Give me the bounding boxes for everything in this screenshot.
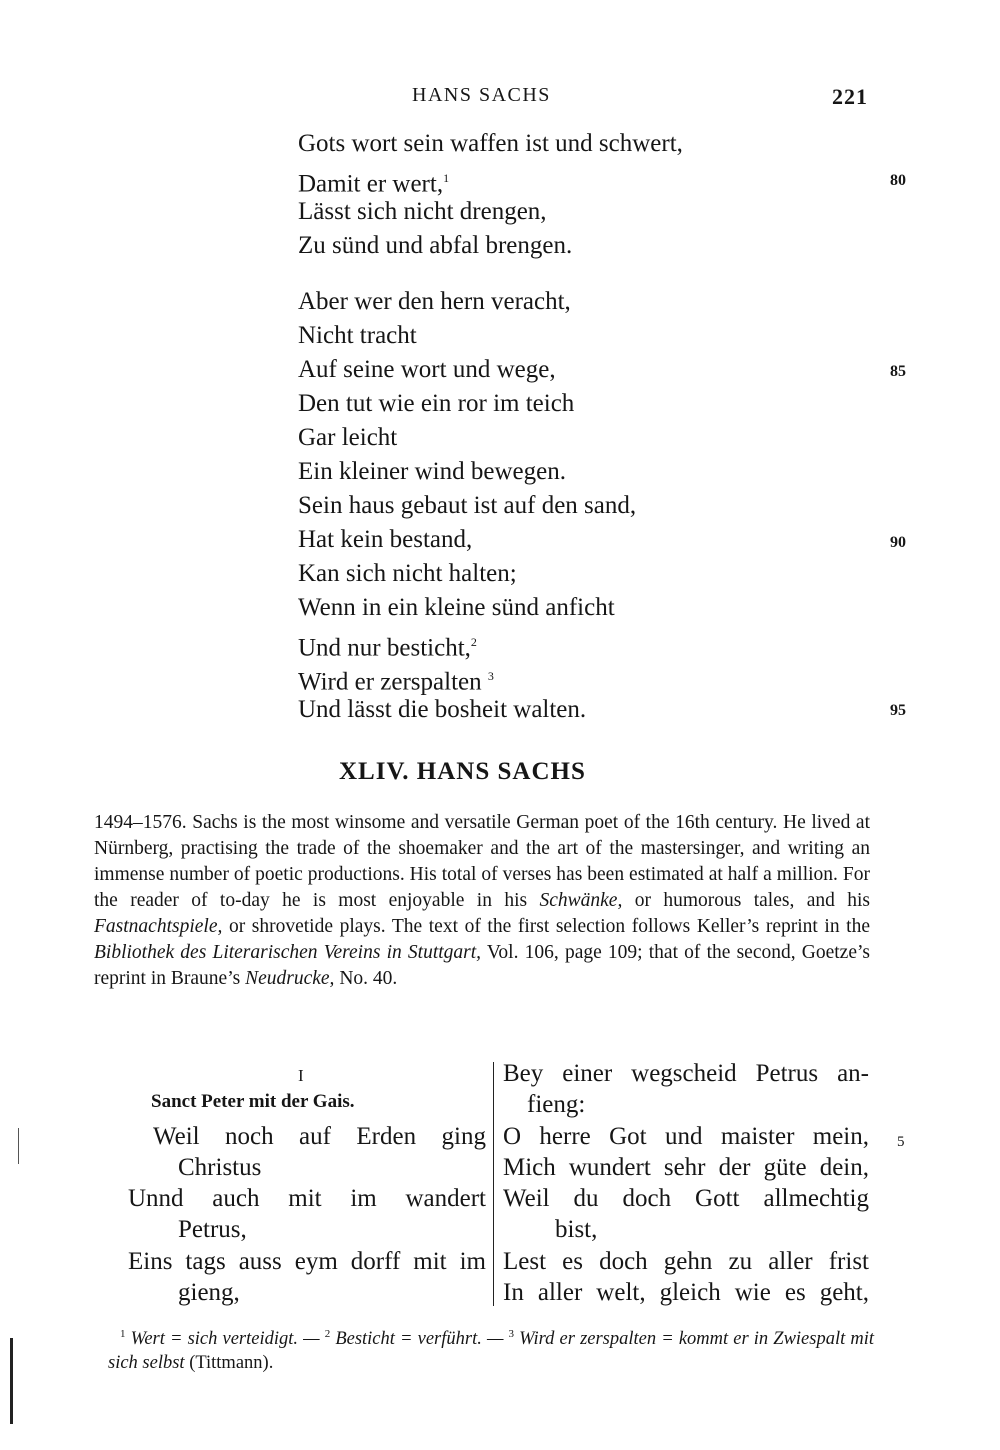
line-number: 5 bbox=[897, 1134, 905, 1150]
poem-line: Sein haus gebaut ist auf den sand, bbox=[298, 492, 637, 519]
selection-right-line: Lest es doch gehn zu aller frist bbox=[503, 1248, 869, 1275]
selection-left-line: gieng, bbox=[178, 1279, 240, 1306]
line-number: 95 bbox=[890, 702, 906, 719]
column-divider bbox=[493, 1062, 494, 1306]
poem-line: Ein kleiner wind bewegen. bbox=[298, 458, 566, 485]
selection-number: I bbox=[298, 1066, 304, 1085]
poem-line: Wenn in ein kleine sünd anficht bbox=[298, 594, 615, 621]
footnote-marker: 3 bbox=[487, 669, 494, 683]
selection-left-line: Weil noch auf Erden ging bbox=[153, 1123, 486, 1150]
poem-line: Gar leicht bbox=[298, 424, 398, 451]
poem-line: Und lässt die bosheit walten. bbox=[298, 696, 587, 723]
selection-right-line: Bey einer wegscheid Petrus an- bbox=[503, 1060, 869, 1087]
poem-line: Nicht tracht bbox=[298, 322, 417, 349]
selection-right-line: In aller welt, gleich wie es geht, bbox=[503, 1279, 869, 1306]
poem-line: Den tut wie ein ror im teich bbox=[298, 390, 575, 417]
poem-line: Lässt sich nicht drengen, bbox=[298, 198, 547, 225]
page-number: 221 bbox=[832, 84, 868, 109]
selection-left-line: Unnd auch mit im wandert bbox=[128, 1185, 486, 1212]
running-title: HANS SACHS bbox=[412, 84, 551, 106]
selection-right-line: Mich wundert sehr der güte dein, bbox=[503, 1154, 869, 1181]
poem-line: Damit er wert,$^1$ bbox=[298, 170, 450, 198]
poem-line: Hat kein bestand, bbox=[298, 526, 473, 553]
poem-line: Zu sünd und abfal brengen. bbox=[298, 232, 573, 259]
selection-right-line: Weil du doch Gott allmechtig bbox=[503, 1185, 869, 1212]
selection-right-line: fieng: bbox=[527, 1091, 586, 1118]
selection-left-line: Petrus, bbox=[178, 1216, 247, 1243]
line-number: 85 bbox=[890, 363, 906, 380]
section-title: XLIV. HANS SACHS bbox=[339, 758, 586, 785]
selection-title: Sanct Peter mit der Gais. bbox=[151, 1091, 355, 1112]
line-number: 80 bbox=[890, 172, 906, 189]
selection-right-line: O herre Got und maister mein, bbox=[503, 1123, 869, 1150]
scan-edge-mark bbox=[18, 1128, 19, 1164]
poem-line: Wird er zerspalten $^3$ bbox=[298, 668, 494, 696]
poem-line: Auf seine wort und wege, bbox=[298, 356, 556, 383]
footnote-marker: 1 bbox=[443, 171, 450, 185]
poem-line: Und nur besticht,$^2$ bbox=[298, 634, 477, 662]
poem-line: Gots wort sein waffen ist und schwert, bbox=[298, 130, 683, 157]
selection-left-line: Eins tags auss eym dorff mit im bbox=[128, 1248, 486, 1275]
scan-edge-mark bbox=[10, 1338, 13, 1424]
selection-left-line: Christus bbox=[178, 1154, 262, 1181]
selection-right-line: bist, bbox=[555, 1216, 598, 1243]
footnote-marker: 2 bbox=[470, 635, 477, 649]
poem-line: Aber wer den hern veracht, bbox=[298, 288, 571, 315]
line-number: 90 bbox=[890, 534, 906, 551]
intro-paragraph: 1494–1576. Sachs is the most winsome and versatile German poet of the 16th century. He lived at Nürnberg, practising the trade of the shoemaker and the art of the mastersinger, and writing an immense number of poetic productions. His total of verses has been estimated at half a million. For the reader of to-day he is most enjoyable in his Schwänke, or humorous tales, and his Fastnachtspiele, or shrovetide plays. The text of the first selection follows Keller’s reprint in the Bibliothek des Literarischen Vereins in Stuttgart, Vol. 106, page 109; that of the second, Goetze’s reprint in Braune’s Neudrucke, No. 40. bbox=[94, 812, 870, 989]
footnotes: $^1$ Wert = sich verteidigt. — $^2$ Besticht = verführt. — $^3$ Wird er zerspalten = kommt er in Zwiespalt mit sich selbst (Tittmann). bbox=[108, 1328, 875, 1374]
poem-line: Kan sich nicht halten; bbox=[298, 560, 517, 587]
